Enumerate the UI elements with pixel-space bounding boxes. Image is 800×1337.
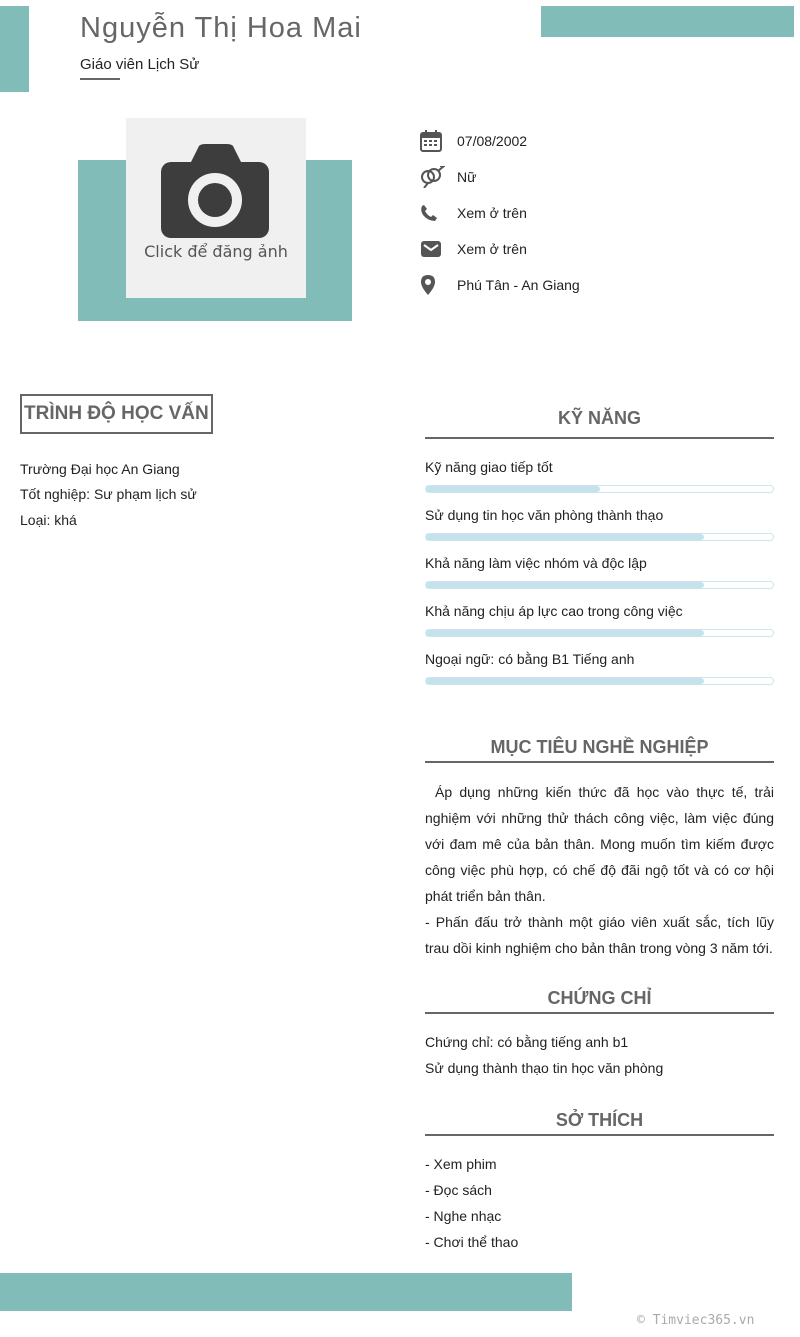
hobbies-heading: SỞ THÍCH (555, 1110, 644, 1130)
hobby-item: - Nghe nhạc (425, 1208, 502, 1224)
photo-upload-label: Click để đăng ảnh (144, 242, 288, 261)
phone-value: Xem ở trên (457, 205, 527, 221)
skill-name: Sử dụng tin học văn phòng thành thạo (425, 507, 664, 523)
phone-icon (420, 200, 446, 226)
skill-bar (425, 485, 774, 493)
copyright-footer: © Timviec365.vn (637, 1313, 755, 1328)
birthday-value: 07/08/2002 (457, 133, 528, 149)
envelope-icon (420, 236, 446, 262)
job-title-underline (80, 78, 120, 80)
skill-name: Ngoại ngữ: có bằng B1 Tiếng anh (425, 651, 635, 667)
skill-name: Kỹ năng giao tiếp tốt (425, 459, 553, 475)
objective-paragraph: Áp dụng những kiến thức đã học vào thực tế, trải nghiệm với những thử thách công việc, làm việc đúng với đam mê của bản thân. Mong muốn tìm kiếm được công việc phù hợp, có chế độ đãi ngộ tốt và có cơ hội phát triển bản thân. (425, 784, 774, 904)
objective-heading: MỤC TIÊU NGHỀ NGHIỆP (490, 737, 709, 757)
certificates-heading: CHỨNG CHỈ (547, 988, 652, 1008)
photo-upload[interactable] (126, 118, 306, 298)
gender-value: Nữ (457, 169, 477, 185)
education-heading: TRÌNH ĐỘ HỌC VẤN (20, 394, 213, 434)
info-phone (420, 200, 780, 226)
certificates-rule (425, 1012, 774, 1014)
decor-block-bottom (0, 1273, 572, 1311)
skill-bar-fill (426, 534, 704, 540)
calendar-icon (420, 128, 446, 154)
email-value: Xem ở trên (457, 241, 527, 257)
info-address (420, 272, 780, 298)
address-value: Phú Tân - An Giang (457, 277, 580, 293)
camera-icon (161, 144, 271, 240)
skill-bar-fill (426, 678, 704, 684)
job-title: Giáo viên Lịch Sử (80, 56, 200, 73)
education-grade: Loại: khá (20, 512, 77, 528)
skill-bar-fill (426, 486, 600, 492)
decor-block-left (0, 6, 29, 92)
skill-bar (425, 581, 774, 589)
info-email (420, 236, 780, 262)
certificate-item: Chứng chỉ: có bằng tiếng anh b1 (425, 1034, 629, 1050)
education-school: Trường Đại học An Giang (20, 461, 180, 477)
skill-name: Khả năng làm việc nhóm và độc lập (425, 555, 647, 571)
skills-rule (425, 437, 774, 439)
skill-name: Khả năng chịu áp lực cao trong công việc (425, 603, 683, 619)
objective-rule (425, 761, 774, 763)
skill-bar (425, 533, 774, 541)
skills-heading: KỸ NĂNG (557, 408, 641, 428)
hobbies-rule (425, 1134, 774, 1136)
objective-text (425, 779, 774, 961)
hobby-item: - Đọc sách (425, 1182, 492, 1198)
decor-block-top (541, 6, 794, 37)
info-gender (420, 164, 780, 190)
objective-paragraph: - Phấn đấu trở thành một giáo viên xuất sắc, tích lũy trau dồi kinh nghiệm cho bản thân trong vòng 3 năm tới. (425, 914, 774, 956)
info-birthday (420, 128, 780, 154)
education-major: Tốt nghiệp: Sư phạm lịch sử (20, 486, 197, 502)
hobby-item: - Chơi thể thao (425, 1234, 519, 1250)
skill-bar (425, 629, 774, 637)
skill-bar (425, 677, 774, 685)
map-pin-icon (420, 272, 446, 298)
hobby-item: - Xem phim (425, 1156, 497, 1172)
candidate-name: Nguyễn Thị Hoa Mai (80, 12, 362, 44)
skill-bar-fill (426, 630, 704, 636)
gender-icon (420, 164, 446, 190)
skill-bar-fill (426, 582, 704, 588)
certificate-item: Sử dụng thành thạo tin học văn phòng (425, 1060, 664, 1076)
